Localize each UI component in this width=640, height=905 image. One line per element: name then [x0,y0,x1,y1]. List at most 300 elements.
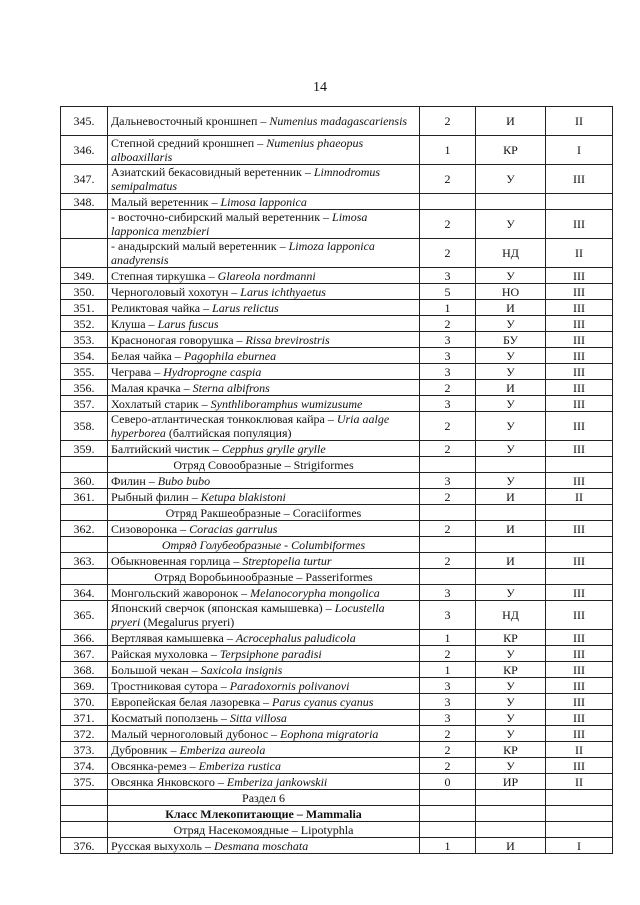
status-code: И [476,838,546,854]
empty-cell [546,457,613,473]
species-name [108,726,420,742]
priority-level: II [546,774,613,790]
row-number: 349. [61,268,108,284]
row-number: 362. [61,521,108,537]
status-code: КР [476,630,546,646]
category-number: 2 [420,165,476,194]
common-name: Большой чекан – [111,662,201,677]
row-number: 363. [61,553,108,569]
status-code: У [476,473,546,489]
status-code: У [476,694,546,710]
species-name [108,489,420,505]
category-number: 2 [420,758,476,774]
heading-text: Отряд Голубеобразные - Columbiformes [161,537,366,552]
status-code: У [476,710,546,726]
row-number: 367. [61,646,108,662]
empty-cell [420,505,476,521]
common-name: Русская выхухоль – [111,838,214,853]
category-number: 2 [420,553,476,569]
priority-level: III [546,348,613,364]
category-number: 1 [420,630,476,646]
priority-level: II [546,239,613,268]
row-number: 357. [61,396,108,412]
common-name: Овсянка-ремез – [111,758,199,773]
category-number: 1 [420,662,476,678]
table-row [61,758,613,774]
latin-name: Bubo bubo [157,473,211,488]
latin-name: Emberiza aureola [179,742,266,757]
row-number [61,457,108,473]
status-code: И [476,107,546,136]
species-table-body [61,107,613,854]
priority-level: III [546,268,613,284]
category-number: 2 [420,412,476,441]
category-number: 3 [420,678,476,694]
empty-cell [546,790,613,806]
status-code: КР [476,662,546,678]
common-name: Косматый поползень – [111,710,230,725]
species-name [108,662,420,678]
table-row [61,210,613,239]
empty-cell [476,790,546,806]
status-code: ИР [476,774,546,790]
row-number: 365. [61,601,108,630]
priority-level: III [546,364,613,380]
empty-cell [420,790,476,806]
empty-cell [420,457,476,473]
category-number: 2 [420,210,476,239]
category-number: 3 [420,396,476,412]
latin-name: Larus relictus [212,300,279,315]
table-row [61,441,613,457]
priority-level: III [546,758,613,774]
priority-level: III [546,284,613,300]
species-name [108,348,420,364]
row-number [61,790,108,806]
empty-cell [546,806,613,822]
status-code: И [476,521,546,537]
priority-level: II [546,489,613,505]
common-name: Рыбный филин – [111,489,201,504]
row-number: 358. [61,412,108,441]
species-name [108,758,420,774]
category-number: 1 [420,838,476,854]
empty-cell [476,457,546,473]
category-number: 2 [420,521,476,537]
category-number: 0 [420,774,476,790]
latin-name: Coracias garrulus [189,521,278,536]
table-row [61,537,613,553]
species-name [108,165,420,194]
page-number: 14 [313,80,327,95]
latin-name: Hydroprogne caspia [163,364,262,379]
status-code: У [476,678,546,694]
priority-level: III [546,662,613,678]
priority-level: II [546,742,613,758]
status-code: У [476,396,546,412]
row-number: 346. [61,136,108,165]
section-heading: Отряд Совообразные – Strigiformes [108,457,420,473]
category-number: 2 [420,316,476,332]
status-code: КР [476,742,546,758]
latin-name: Cepphus grylle grylle [221,441,326,456]
row-number [61,822,108,838]
table-row [61,194,613,210]
table-row [61,585,613,601]
table-row [61,678,613,694]
priority-level: III [546,316,613,332]
status-code: У [476,165,546,194]
row-number: 356. [61,380,108,396]
species-name [108,268,420,284]
table-row [61,521,613,537]
common-name: Степная тиркушка – [111,268,218,283]
latin-name: Limoza lapponica anadyrensis [111,239,375,267]
row-number: 369. [61,678,108,694]
row-number: 345. [61,107,108,136]
species-name [108,585,420,601]
table-row [61,694,613,710]
category-number: 3 [420,601,476,630]
common-name: Монгольский жаворонок – [111,585,251,600]
category-number: 1 [420,136,476,165]
category-number [420,194,476,210]
section-heading: Отряд Ракшеобразные – Coraciiformes [108,505,420,521]
status-code: У [476,348,546,364]
priority-level: III [546,300,613,316]
row-number: 375. [61,774,108,790]
common-name: Чеграва – [111,364,164,379]
table-row [61,710,613,726]
species-name [108,630,420,646]
species-name [108,646,420,662]
common-name: Черноголовый хохотун – [111,284,241,299]
priority-level: III [546,165,613,194]
status-code: КР [476,136,546,165]
table-row [61,165,613,194]
species-name [108,774,420,790]
row-number: 352. [61,316,108,332]
common-name: Балтийский чистик – [111,441,222,456]
category-number: 3 [420,348,476,364]
common-name: Обыкновенная горлица – [111,553,243,568]
species-name [108,412,420,441]
common-name: Дубровник – [111,742,180,757]
table-row [61,332,613,348]
species-name [108,838,420,854]
latin-name: Sterna albifrons [192,380,270,395]
category-number: 2 [420,441,476,457]
latin-name: Streptopelia turtur [242,553,332,568]
section-heading: Раздел 6 [108,790,420,806]
empty-cell [546,505,613,521]
empty-cell [476,806,546,822]
table-row [61,806,613,822]
empty-cell [476,537,546,553]
row-number: 374. [61,758,108,774]
status-code: НД [476,239,546,268]
category-number: 2 [420,646,476,662]
species-name [108,239,420,268]
table-row [61,457,613,473]
common-name: Вертлявая камышевка – [111,630,236,645]
latin-name: Eophona migratoria [280,726,379,741]
status-code: У [476,758,546,774]
table-row [61,630,613,646]
empty-cell [546,569,613,585]
status-code: И [476,380,546,396]
latin-name: Limosa lapponica [220,194,307,209]
section-heading: Отряд Воробьинообразные – Passeriformes [108,569,420,585]
common-name: Тростниковая сутора – [111,678,230,693]
priority-level: III [546,678,613,694]
common-name: - восточно-сибирский малый веретенник – [111,210,333,224]
table-row [61,662,613,678]
latin-name: Parus cyanus cyanus [272,694,374,709]
priority-level: II [546,107,613,136]
common-name: Азиатский бекасовидный веретенник – [111,165,314,179]
row-number [61,537,108,553]
priority-level: III [546,630,613,646]
status-code: У [476,210,546,239]
row-number: 354. [61,348,108,364]
row-number: 373. [61,742,108,758]
row-number: 368. [61,662,108,678]
category-number: 5 [420,284,476,300]
row-number [61,806,108,822]
latin-name: Pagophila eburnea [183,348,277,363]
priority-level: III [546,412,613,441]
latin-name: Larus ichthyaetus [240,284,326,299]
empty-cell [420,569,476,585]
empty-cell [420,806,476,822]
row-number: 372. [61,726,108,742]
category-number: 3 [420,364,476,380]
row-number: 371. [61,710,108,726]
status-code: У [476,268,546,284]
row-number [61,210,108,239]
row-number: 360. [61,473,108,489]
latin-name: Larus fuscus [157,316,219,331]
table-row [61,136,613,165]
row-number: 359. [61,441,108,457]
common-name: - анадырский малый веретенник – [111,239,289,253]
priority-level: III [546,332,613,348]
table-row [61,348,613,364]
row-number: 350. [61,284,108,300]
latin-name: Acrocephalus paludicola [235,630,356,645]
table-row [61,380,613,396]
common-name: Реликтовая чайка – [111,300,213,315]
category-number: 2 [420,380,476,396]
table-row [61,553,613,569]
category-number: 3 [420,710,476,726]
species-name [108,441,420,457]
priority-level: I [546,136,613,165]
row-number: 355. [61,364,108,380]
row-number: 361. [61,489,108,505]
common-name: Клуша – [111,316,158,331]
species-name [108,300,420,316]
status-code [476,194,546,210]
priority-level: I [546,838,613,854]
status-code: И [476,553,546,569]
row-number: 347. [61,165,108,194]
species-name [108,678,420,694]
priority-level: III [546,521,613,537]
table-row [61,316,613,332]
common-name: Сизоворонка – [111,521,190,536]
status-code: У [476,364,546,380]
latin-name: Limosa lapponica menzbieri [111,210,368,238]
empty-cell [476,569,546,585]
common-name: Европейская белая лазоревка – [111,694,273,709]
table-row [61,364,613,380]
priority-level [546,194,613,210]
row-number: 366. [61,630,108,646]
status-code: И [476,300,546,316]
row-number [61,239,108,268]
priority-level: III [546,710,613,726]
table-row [61,569,613,585]
latin-name: Limnodromus semipalmatus [111,165,381,193]
species-name [108,136,420,165]
species-name [108,601,420,630]
species-name [108,521,420,537]
status-code: НД [476,601,546,630]
empty-cell [546,822,613,838]
latin-name: Glareola nordmanni [217,268,316,283]
species-name [108,194,420,210]
common-name: Японский сверчок (японская камышевка) – [111,601,335,615]
priority-level: III [546,646,613,662]
row-number: 376. [61,838,108,854]
empty-cell [546,537,613,553]
priority-level: III [546,585,613,601]
row-number: 370. [61,694,108,710]
common-name: Филин – [111,473,158,488]
common-name: Белая чайка – [111,348,184,363]
table-row [61,505,613,521]
common-name: Северо-атлантическая тонкоклювая кайра – [111,412,337,426]
category-number: 2 [420,239,476,268]
empty-cell [420,537,476,553]
latin-name: Desmana moschata [213,838,309,853]
common-name: Красноногая говорушка – [111,332,246,347]
empty-cell [476,822,546,838]
species-name [108,107,420,136]
category-number: 3 [420,268,476,284]
row-number: 351. [61,300,108,316]
empty-cell [420,822,476,838]
species-name [108,380,420,396]
priority-level: III [546,441,613,457]
latin-name: Synthliboramphus wumizusume [210,396,363,411]
priority-level: III [546,210,613,239]
status-code: У [476,412,546,441]
priority-level: III [546,396,613,412]
table-row [61,284,613,300]
species-name [108,742,420,758]
latin-name: Paradoxornis polivanovi [229,678,350,693]
latin-name: Numenius phaeopus alboaxillaris [111,136,364,164]
species-name [108,553,420,569]
species-name [108,332,420,348]
table-row [61,742,613,758]
latin-name: Terpsiphone paradisi [219,646,322,661]
priority-level: III [546,380,613,396]
latin-name: Numenius madagascariensis [269,114,408,128]
common-name: Малая крачка – [111,380,193,395]
latin-name: Uria aalge hyperborea [111,412,390,440]
table-row [61,838,613,854]
category-number: 2 [420,742,476,758]
name-note: (Megalurus pryeri) [140,615,235,629]
section-heading [108,537,420,553]
table-row [61,107,613,136]
category-number: 2 [420,726,476,742]
category-number: 3 [420,332,476,348]
common-name: Малый веретенник – [111,194,221,209]
priority-level: III [546,473,613,489]
latin-name: Emberiza jankowskii [226,774,328,789]
species-name [108,210,420,239]
table-row [61,412,613,441]
table-row [61,473,613,489]
common-name: Овсянка Янковского – [111,774,227,789]
table-row [61,822,613,838]
category-number: 3 [420,585,476,601]
row-number [61,505,108,521]
status-code: У [476,316,546,332]
name-note: (балтийская популяция) [165,426,292,440]
priority-level: III [546,601,613,630]
category-number: 2 [420,489,476,505]
common-name: Степной средний кроншнеп – [111,136,267,150]
status-code: И [476,489,546,505]
empty-cell [476,505,546,521]
category-number: 3 [420,473,476,489]
latin-name: Rissa brevirostris [245,332,330,347]
row-number [61,569,108,585]
section-heading: Отряд Насекомоядные – Lipotyphla [108,822,420,838]
latin-name: Locustella pryeri [111,601,385,629]
species-name [108,473,420,489]
common-name: Хохлатый старик – [111,396,211,411]
priority-level: III [546,726,613,742]
species-name [108,364,420,380]
status-code: У [476,441,546,457]
status-code: БУ [476,332,546,348]
table-row [61,300,613,316]
status-code: У [476,646,546,662]
row-number: 348. [61,194,108,210]
category-number: 3 [420,694,476,710]
species-name [108,284,420,300]
status-code: НО [476,284,546,300]
table-row [61,268,613,284]
species-table [60,106,613,854]
status-code: У [476,585,546,601]
latin-name: Melanocorypha mongolica [250,585,380,600]
table-row [61,489,613,505]
table-row [61,396,613,412]
class-heading: Класс Млекопитающие – Mammalia [108,806,420,822]
species-name [108,316,420,332]
table-row [61,646,613,662]
species-name [108,694,420,710]
priority-level: III [546,694,613,710]
